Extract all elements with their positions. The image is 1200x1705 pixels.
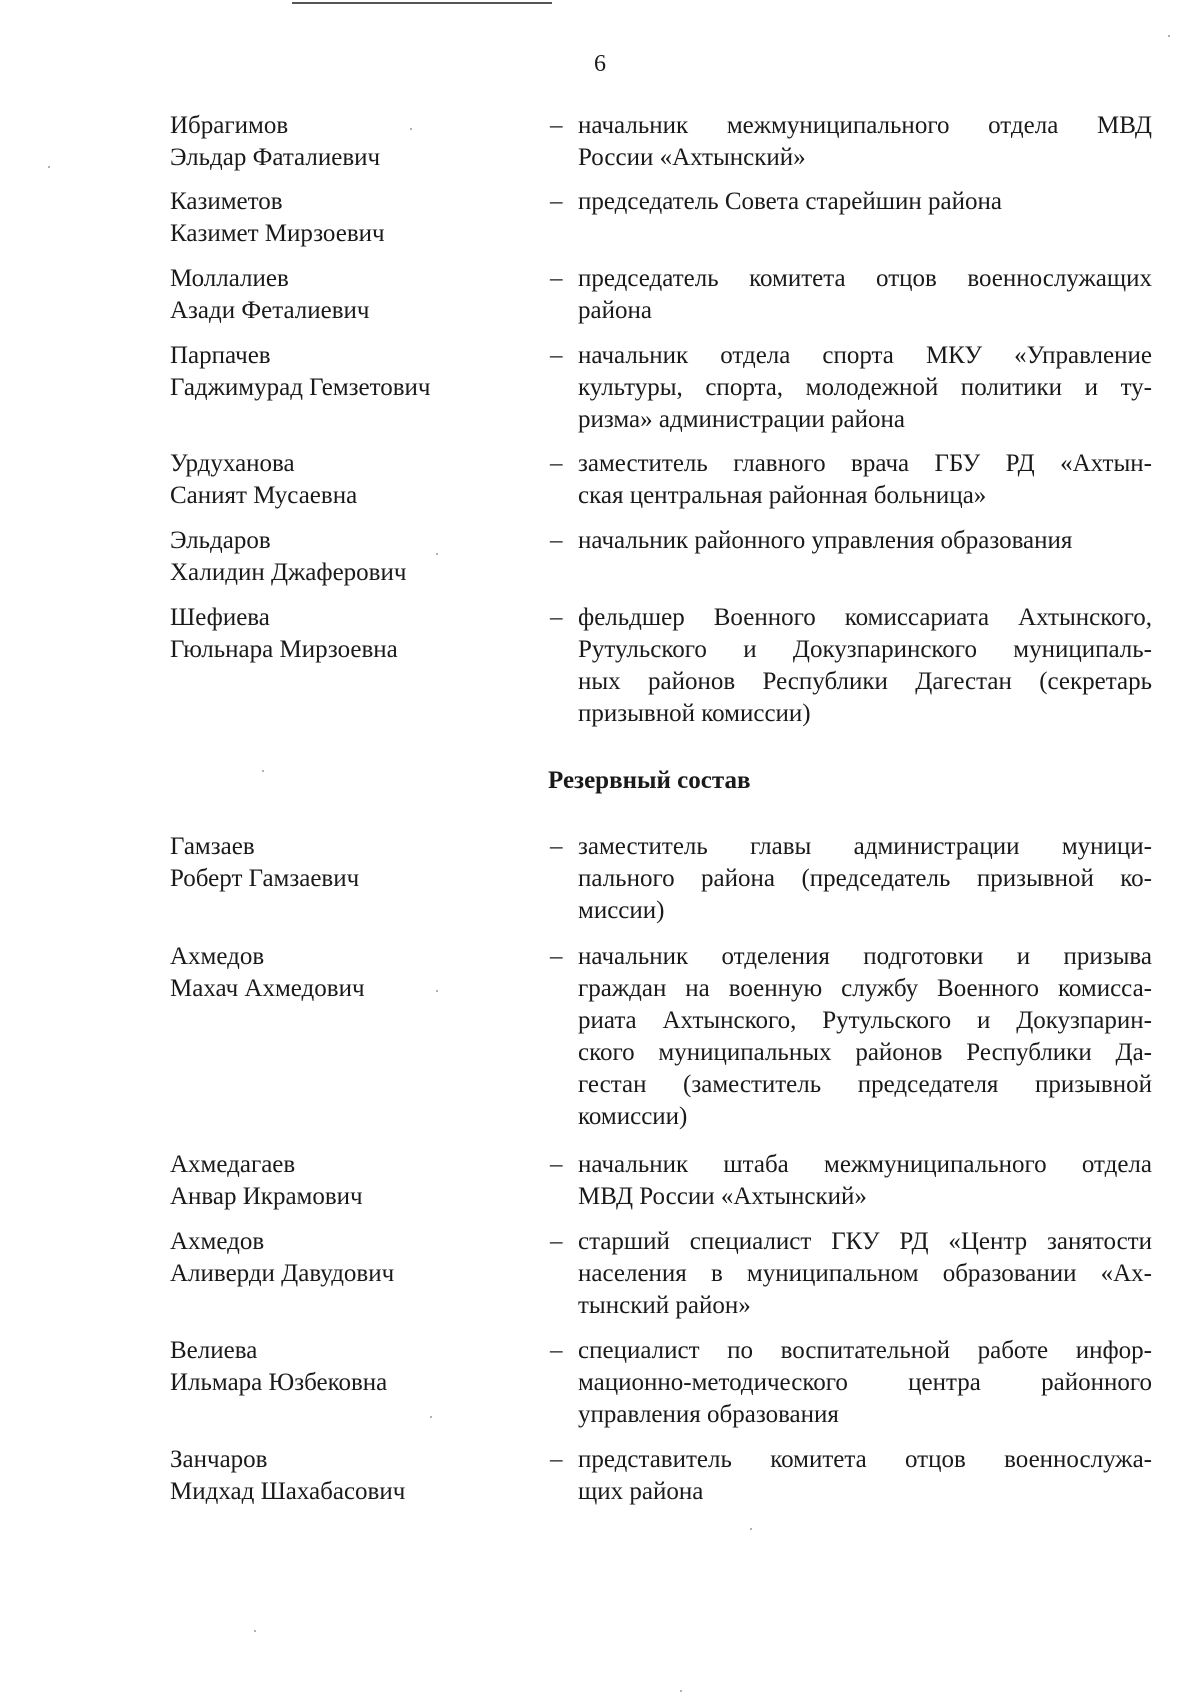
member-surname: Гамзаев	[170, 833, 255, 860]
member-role	[578, 340, 1152, 436]
dash: –	[550, 112, 563, 139]
role-line: начальник отделения подготовки и призыва	[578, 943, 1152, 970]
member-surname: Парпачев	[170, 342, 271, 369]
role-line: управления образования	[578, 1401, 839, 1428]
member-role	[578, 831, 1152, 927]
member-given-name: Гюльнара Мирзоевна	[170, 636, 398, 663]
member-role	[578, 1226, 1152, 1322]
role-line: представитель комитета отцов военнослужа-	[578, 1446, 1152, 1473]
role-line: культуры, спорта, молодежной политики и ту-	[578, 374, 1152, 401]
member-given-name: Гаджимурад Гемзетович	[170, 374, 431, 401]
scan-speck	[254, 1630, 256, 1632]
member-role	[578, 1444, 1152, 1508]
dash: –	[550, 188, 563, 215]
member-name	[170, 1444, 500, 1508]
member-given-name: Саният Мусаевна	[170, 482, 358, 509]
top-rule	[292, 2, 552, 4]
role-line: граждан на военную службу Военного комисса-	[578, 975, 1152, 1002]
member-role	[578, 525, 1152, 557]
member-role	[578, 1335, 1152, 1431]
member-name	[170, 941, 500, 1005]
role-line: призывной комиссии)	[578, 700, 811, 727]
role-line: ных районов Республики Дагестан (секретарь	[578, 668, 1152, 695]
member-surname: Шефиева	[170, 604, 270, 631]
member-surname: Ахмедагаев	[170, 1151, 296, 1178]
member-role	[578, 263, 1152, 327]
role-line: начальник штаба межмуниципального отдела	[578, 1151, 1152, 1178]
scan-speck	[750, 1528, 752, 1530]
role-line: ская центральная районная больница»	[578, 482, 987, 509]
role-line: председатель комитета отцов военнослужащих	[578, 265, 1152, 292]
member-surname: Урдуханова	[170, 450, 295, 477]
member-name	[170, 831, 500, 895]
role-line: заместитель главного врача ГБУ РД «Ахтын-	[578, 450, 1152, 477]
member-given-name: Аливерди Давудович	[170, 1260, 395, 1287]
role-line: ризма» администрации района	[578, 406, 905, 433]
role-line: щих района	[578, 1478, 704, 1505]
member-given-name: Махач Ахмедович	[170, 975, 365, 1002]
role-line: начальник межмуниципального отдела МВД	[578, 112, 1152, 139]
member-given-name: Казимет Мирзоевич	[170, 220, 385, 247]
page-number: 6	[594, 51, 606, 77]
member-surname: Велиева	[170, 1337, 258, 1364]
role-line: риата Ахтынского, Рутульского и Докузпарин-	[578, 1007, 1152, 1034]
role-line: гестан (заместитель председателя призывной	[578, 1071, 1152, 1098]
scan-speck	[430, 1416, 432, 1418]
role-line: председатель Совета старейшин района	[578, 188, 1002, 215]
scan-speck	[436, 990, 438, 992]
member-name	[170, 1149, 500, 1213]
member-surname: Ахмедов	[170, 943, 265, 970]
role-line: пального района (председатель призывной ко-	[578, 865, 1152, 892]
role-line: района	[578, 297, 652, 324]
role-line: старший специалист ГКУ РД «Центр занятости	[578, 1228, 1152, 1255]
member-role	[578, 110, 1152, 174]
member-given-name: Роберт Гамзаевич	[170, 865, 360, 892]
dash: –	[550, 943, 563, 970]
member-surname: Ибрагимов	[170, 112, 289, 139]
scan-speck	[262, 770, 264, 772]
member-given-name: Эльдар Фаталиевич	[170, 144, 381, 171]
member-role	[578, 448, 1152, 512]
member-surname: Занчаров	[170, 1446, 268, 1473]
dash: –	[550, 1151, 563, 1178]
role-line: начальник районного управления образования	[578, 527, 1073, 554]
dash: –	[550, 342, 563, 369]
member-name	[170, 602, 500, 666]
member-role	[578, 1149, 1152, 1213]
member-surname: Ахмедов	[170, 1228, 265, 1255]
member-name	[170, 340, 500, 404]
reserve-section-heading: Резервный состав	[548, 767, 751, 794]
dash: –	[550, 527, 563, 554]
member-name	[170, 1226, 500, 1290]
member-given-name: Азади Фeталиевич	[170, 297, 370, 324]
member-name	[170, 1335, 500, 1399]
member-given-name: Халидин Джаферович	[170, 559, 407, 586]
member-name	[170, 186, 500, 250]
dash: –	[550, 1446, 563, 1473]
role-line: России «Ахтынский»	[578, 144, 806, 171]
dash: –	[550, 833, 563, 860]
role-line: специалист по воспитательной работе инфор-	[578, 1337, 1152, 1364]
role-line: заместитель главы администрации муници-	[578, 833, 1152, 860]
role-line: комиссии)	[578, 1103, 688, 1130]
member-name	[170, 110, 500, 174]
member-name	[170, 525, 500, 589]
scan-speck	[1168, 35, 1170, 37]
role-line: фельдшер Военного комиссариата Ахтынского,	[578, 604, 1152, 631]
role-line: тынский район»	[578, 1292, 751, 1319]
member-role	[578, 602, 1152, 730]
member-given-name: Мидхад Шахабасович	[170, 1478, 406, 1505]
member-role	[578, 186, 1152, 218]
dash: –	[550, 450, 563, 477]
member-surname: Казиметов	[170, 188, 283, 215]
role-line: ского муниципальных районов Республики Да-	[578, 1039, 1152, 1066]
member-given-name: Анвар Икрамович	[170, 1183, 363, 1210]
role-line: миссии)	[578, 897, 665, 924]
dash: –	[550, 265, 563, 292]
scan-speck	[48, 166, 50, 168]
dash: –	[550, 1337, 563, 1364]
scan-speck	[410, 128, 412, 130]
role-line: мационно-методического центра районного	[578, 1369, 1152, 1396]
member-surname: Эльдаров	[170, 527, 271, 554]
role-line: Рутульского и Докузпаринского муниципаль-	[578, 636, 1152, 663]
member-surname: Моллалиев	[170, 265, 289, 292]
member-given-name: Ильмара Юзбековна	[170, 1369, 388, 1396]
role-line: населения в муниципальном образовании «Ах-	[578, 1260, 1152, 1287]
member-name	[170, 263, 500, 327]
scan-speck	[436, 553, 438, 555]
dash: –	[550, 1228, 563, 1255]
role-line: МВД России «Ахтынский»	[578, 1183, 867, 1210]
role-line: начальник отдела спорта МКУ «Управление	[578, 342, 1152, 369]
member-name	[170, 448, 500, 512]
dash: –	[550, 604, 563, 631]
member-role	[578, 941, 1152, 1133]
scan-speck	[680, 1690, 682, 1692]
